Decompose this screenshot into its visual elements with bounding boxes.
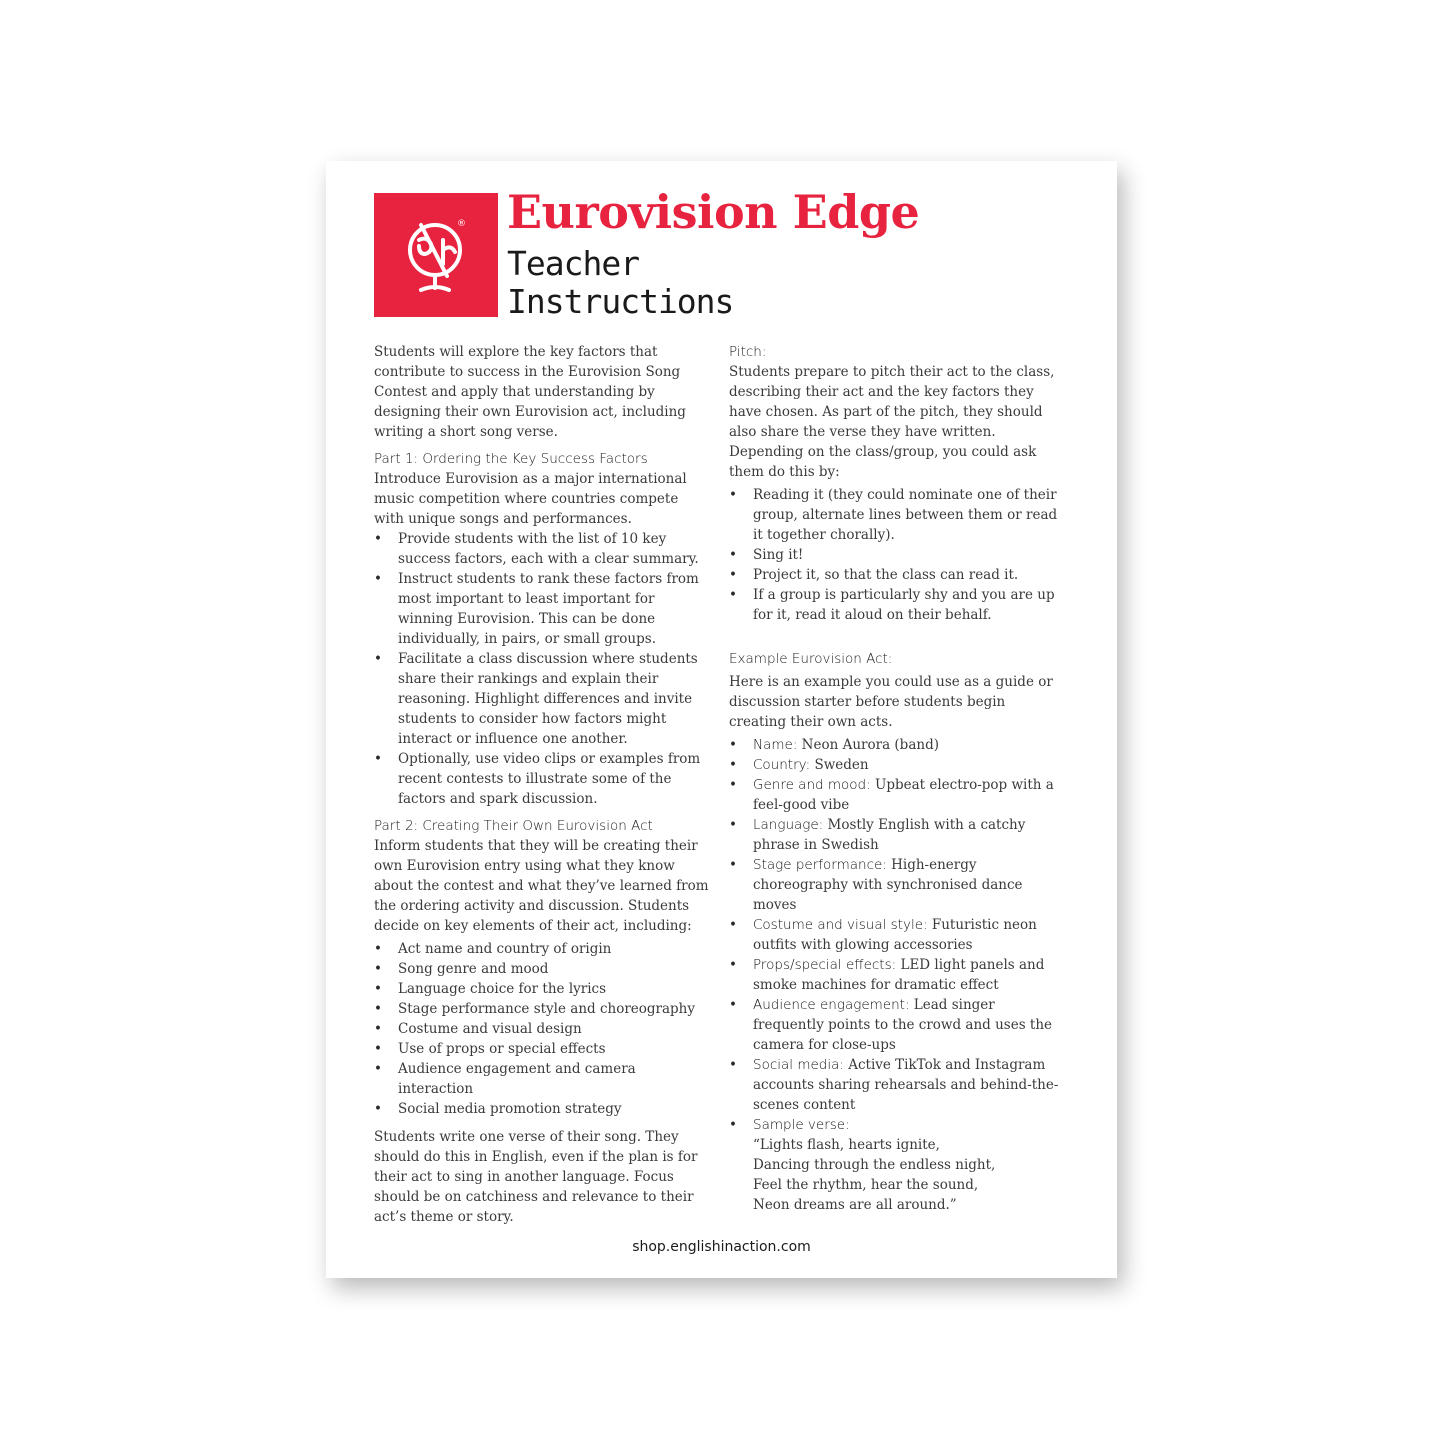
list-item: • Costume and visual design: [374, 1019, 710, 1039]
list-item: [729, 815, 1065, 855]
part2-heading: Part 2: Creating Their Own Eurovision Act: [374, 818, 653, 834]
list-item: • Provide students with the list of 10 key success factors, each with a clear summary.: [374, 529, 710, 569]
list-item-sample-verse: [729, 1115, 1065, 1215]
intro-paragraph: Students will explore the key factors that contribute to success in the Eurovision Song Contest and apply that understanding by designing their own Eurovision act, including writing a short song verse.: [374, 344, 686, 440]
item-value: Neon Aurora (band): [797, 737, 939, 753]
list-item: • Facilitate a class discussion where students share their rankings and explain their reasoning. Highlight differences and invite students to consider how factors might interact or influence one another.: [374, 649, 710, 749]
subtitle-line-2: Instructions: [507, 282, 734, 321]
pitch-intro: Students prepare to pitch their act to the class, describing their act and the key factors they have chosen. As part of the pitch, they should also share the verse they have written. Depending on the class/group, you could ask them do this by:: [729, 364, 1055, 480]
part1-intro: Introduce Eurovision as a major international music competition where countries compete with unique songs and performances.: [374, 471, 687, 527]
page-subtitle: [507, 245, 733, 321]
list-item: • If a group is particularly shy and you are up for it, read it aloud on their behalf.: [729, 585, 1065, 625]
list-item: [729, 995, 1065, 1055]
item-label: Costume and visual style:: [753, 917, 928, 933]
list-item: • Audience engagement and camera interaction: [374, 1059, 710, 1099]
list-item: [729, 1055, 1065, 1115]
item-label: Country:: [753, 757, 811, 773]
item-label: Stage performance:: [753, 857, 887, 873]
item-label: Language:: [753, 817, 824, 833]
item-label: Genre and mood:: [753, 777, 871, 793]
right-column: [729, 342, 1065, 1215]
item-value: Upbeat electro-pop with a feel-good vibe: [753, 777, 1054, 813]
verse-line: Neon dreams are all around.”: [753, 1197, 957, 1213]
item-label: Props/special effects:: [753, 957, 897, 973]
example-intro: Here is an example you could use as a guide or discussion starter before students begin creating their own acts.: [729, 674, 1053, 730]
brand-logo: [374, 193, 498, 317]
list-item: • Act name and country of origin: [374, 939, 710, 959]
list-item: [729, 955, 1065, 995]
list-item: • Stage performance style and choreography: [374, 999, 710, 1019]
item-value: Sweden: [810, 757, 869, 773]
part2-list: [374, 939, 710, 1119]
list-item: [729, 775, 1065, 815]
list-item: • Reading it (they could nominate one of their group, alternate lines between them or read it together chorally).: [729, 485, 1065, 545]
item-value: Lead singer frequently points to the crowd and uses the camera for close-ups: [753, 997, 1053, 1053]
page-title: Eurovision Edge: [507, 185, 920, 239]
item-value: LED light panels and smoke machines for dramatic effect: [753, 957, 1045, 993]
list-item: [729, 755, 1065, 775]
verse-line: Feel the rhythm, hear the sound,: [753, 1177, 979, 1193]
globe-logo-icon: [391, 210, 481, 300]
part1-heading: Part 1: Ordering the Key Success Factors: [374, 451, 648, 467]
registered-mark: ®: [457, 219, 466, 229]
verse-line: “Lights flash, hearts ignite,: [753, 1137, 940, 1153]
part2-closing: Students write one verse of their song. They should do this in English, even if the plan is for their act to sing in another language. Focus should be on catchiness and relevance to their act’s theme or story.: [374, 1129, 698, 1225]
left-column: [374, 342, 710, 1227]
list-item: • Sing it!: [729, 545, 1065, 565]
list-item: • Project it, so that the class can read it.: [729, 565, 1065, 585]
list-item: • Language choice for the lyrics: [374, 979, 710, 999]
list-item: [729, 735, 1065, 755]
verse-line: Dancing through the endless night,: [753, 1157, 996, 1173]
list-item: • Song genre and mood: [374, 959, 710, 979]
subtitle-line-1: Teacher: [507, 244, 640, 283]
item-value: High-energy choreography with synchronised dance moves: [753, 857, 1023, 913]
example-list: [729, 735, 1065, 1215]
list-item: • Instruct students to rank these factors from most important to least important for winning Eurovision. This can be done individually, in pairs, or small groups.: [374, 569, 710, 649]
item-label: Social media:: [753, 1057, 844, 1073]
item-value: Mostly English with a catchy phrase in Swedish: [753, 817, 1026, 853]
item-value: Futuristic neon outfits with glowing accessories: [753, 917, 1037, 953]
item-value: Active TikTok and Instagram accounts sharing rehearsals and behind-the-scenes content: [753, 1057, 1059, 1113]
example-heading: Example Eurovision Act:: [729, 651, 893, 667]
list-item: • Use of props or special effects: [374, 1039, 710, 1059]
item-label: Audience engagement:: [753, 997, 910, 1013]
pitch-heading: Pitch:: [729, 344, 767, 360]
list-item: • Social media promotion strategy: [374, 1099, 710, 1119]
worksheet-page: [326, 161, 1117, 1278]
list-item: • Optionally, use video clips or examples from recent contests to illustrate some of the factors and spark discussion.: [374, 749, 710, 809]
footer-url: shop.englishinaction.com: [632, 1239, 811, 1255]
list-item: [729, 855, 1065, 915]
part1-list: [374, 529, 710, 809]
part2-intro: Inform students that they will be creating their own Eurovision entry using what they know about the contest and what they’ve learned from the ordering activity and discussion. Students decide on key elements of their act, including:: [374, 838, 709, 934]
pitch-list: [729, 485, 1065, 625]
list-item: [729, 915, 1065, 955]
item-label: Name:: [753, 737, 798, 753]
verse-label: Sample verse:: [753, 1117, 850, 1133]
